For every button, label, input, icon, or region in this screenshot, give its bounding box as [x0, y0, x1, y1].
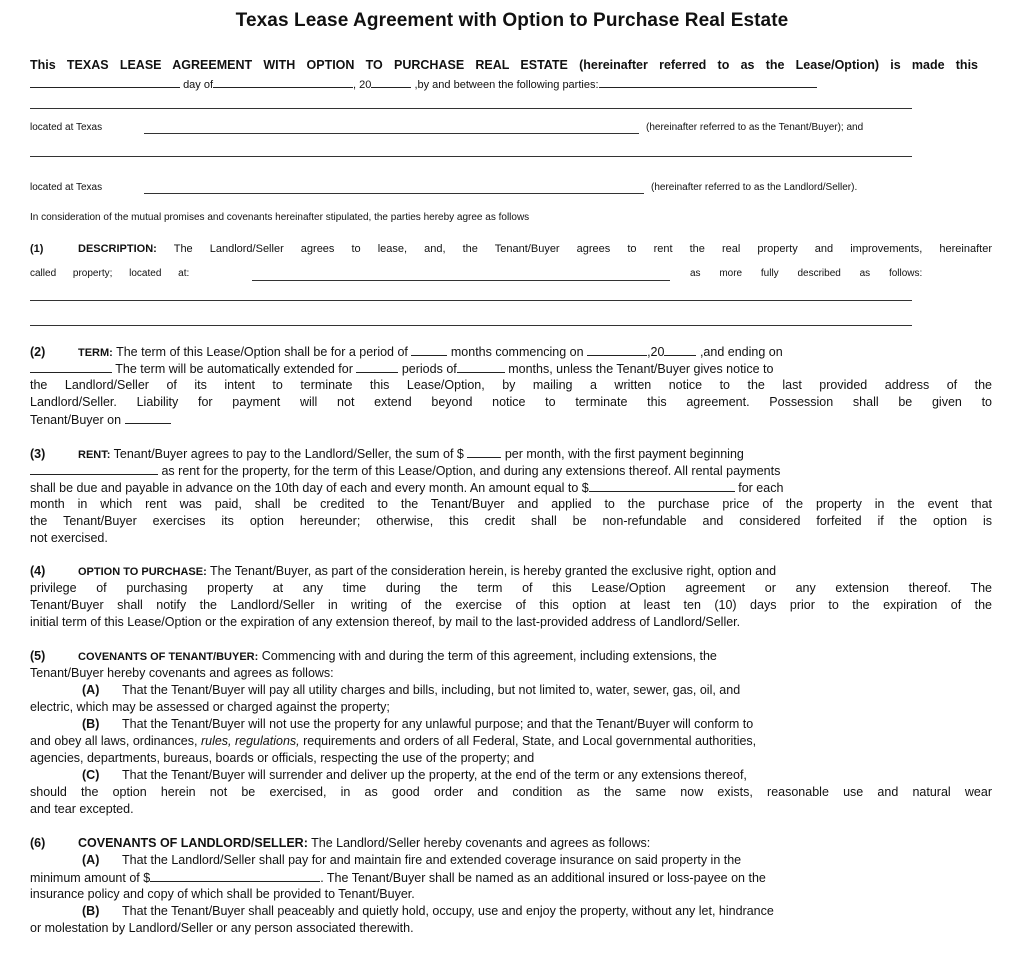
section-3-line-6: not exercised. — [30, 531, 108, 545]
property-description-line-2[interactable] — [30, 325, 912, 326]
section-5-line-2: Tenant/Buyer hereby covenants and agrees as follows: — [30, 666, 334, 680]
document-title: Texas Lease Agreement with Option to Purchase Real Estate — [235, 10, 789, 31]
landlord-location-label: located at Texas — [30, 182, 103, 193]
section-3-text-2: as rent for the property, for the term of this Lease/Option, and during any extensions thereof. All rental payments — [161, 464, 781, 478]
section-5-a-label: (A) — [82, 683, 100, 697]
intro-date-line — [30, 76, 817, 91]
section-2-line-4: Landlord/Seller. Liability for payment will not extend beyond notice to terminate this agreement. Possession shall be given to — [30, 395, 992, 409]
section-1-line-1 — [30, 243, 992, 255]
credit-amount-field[interactable] — [589, 480, 735, 492]
section-5-b-line-3: agencies, departments, bureaus, boards or officials, respecting the use of the property; and — [30, 751, 535, 765]
section-6-a-label: (A) — [82, 853, 100, 867]
section-3-line-2 — [30, 463, 780, 478]
tenant-role-text: (hereinafter referred to as the Tenant/Buyer); and — [646, 122, 864, 133]
section-3-number: (3) — [30, 447, 46, 461]
section-5-b-text-2b: rules, regulations, — [200, 734, 300, 748]
tenant-location-line — [30, 122, 102, 133]
blank-day-field[interactable] — [30, 76, 180, 88]
section-3-text-3a: shall be due and payable in advance on the 10th day of each and every month. An amount equal to $ — [30, 481, 589, 495]
term-months-field[interactable] — [411, 344, 447, 356]
intro-line — [30, 58, 978, 72]
section-5-b-text-1: That the Tenant/Buyer will not use the property for any unlawful purpose; and that the Tenant/Buyer will conform to — [122, 717, 754, 731]
tenant-location-label: located at Texas — [30, 122, 103, 133]
section-6-a-text-2a: minimum amount of $ — [30, 871, 151, 885]
section-3-text-3b: for each — [738, 481, 784, 495]
section-2-text-2a: The term will be automatically extended for — [115, 362, 353, 376]
section-5-c-line-2: should the option herein not be exercised, in as good order and condition as the same now exists, reasonable use and natural wear — [30, 785, 992, 799]
section-6-a-text-1: That the Landlord/Seller shall pay for and maintain fire and extended coverage insurance on said property in the — [122, 853, 742, 867]
section-5-heading: COVENANTS OF TENANT/BUYER: — [78, 651, 259, 663]
section-2-line-2 — [30, 361, 773, 376]
section-2-text-1a: The term of this Lease/Option shall be for a period of — [116, 345, 408, 359]
section-5-number: (5) — [30, 649, 46, 663]
landlord-address-field[interactable] — [144, 193, 644, 194]
ending-date-field[interactable] — [30, 361, 112, 373]
tenant-address-field[interactable] — [144, 133, 639, 134]
section-6-b-label: (B) — [82, 904, 100, 918]
intro-text: This TEXAS LEASE AGREEMENT WITH OPTION TO PURCHASE REAL ESTATE (hereinafter referred to as the Lease/Option) is made this — [30, 58, 978, 72]
day-of-label: day of — [183, 79, 214, 91]
section-5-line-1 — [30, 649, 717, 663]
possession-date-field[interactable] — [125, 412, 171, 424]
section-2-heading: TERM: — [78, 347, 113, 359]
section-6-text-1: The Landlord/Seller hereby covenants and agrees as follows: — [311, 836, 651, 850]
section-2-line-1 — [30, 344, 783, 359]
property-location-field[interactable] — [252, 280, 670, 281]
section-2-text-1b: months commencing on — [450, 345, 584, 359]
by-and-between-label: ,by and between the following parties: — [414, 79, 599, 91]
first-payment-date-field[interactable] — [30, 463, 158, 475]
tenant-name-line[interactable] — [30, 156, 912, 157]
section-1-described-text: as more fully described as follows: — [690, 268, 923, 279]
section-5-c-line-1 — [30, 768, 747, 782]
section-2-text-5: Tenant/Buyer on — [30, 413, 122, 427]
section-5-c-label: (C) — [82, 768, 100, 782]
extension-count-field[interactable] — [356, 361, 398, 373]
section-5-a-line-1 — [30, 683, 740, 697]
section-1-text-1: The Landlord/Seller agrees to lease, and, the Tenant/Buyer agrees to rent the real property and improvements, hereinafter — [173, 243, 993, 255]
extension-months-field[interactable] — [457, 361, 505, 373]
section-6-a-line-3: insurance policy and copy of which shall be provided to Tenant/Buyer. — [30, 887, 415, 901]
section-5-text-1: Commencing with and during the term of this agreement, including extensions, the — [261, 649, 717, 663]
blank-month-field[interactable] — [213, 76, 353, 88]
section-5-b-text-2a: and obey all laws, ordinances, — [30, 734, 198, 748]
section-4-line-4: initial term of this Lease/Option or the expiration of any extension thereof, by mail to the last-provided address of Landlord/Seller. — [30, 615, 741, 629]
rent-amount-field[interactable] — [467, 446, 501, 458]
section-4-line-1 — [30, 564, 776, 578]
section-4-text-1: The Tenant/Buyer, as part of the consideration herein, is hereby granted the exclusive right, option and — [210, 564, 777, 578]
property-description-line-1[interactable] — [30, 300, 912, 301]
section-5-b-label: (B) — [82, 717, 100, 731]
section-1-number: (1) — [30, 243, 44, 255]
section-6-b-line-1 — [30, 904, 774, 918]
section-3-text-1b: per month, with the first payment beginning — [504, 447, 744, 461]
section-6-b-text-1: That the Tenant/Buyer shall peaceably and quietly hold, occupy, use and enjoy the property, without any let, hindrance — [122, 904, 774, 918]
blank-party-field[interactable] — [599, 76, 817, 88]
landlord-role-text: (hereinafter referred to as the Landlord/Seller). — [651, 182, 858, 193]
section-2-line-3: the Landlord/Seller of its intent to terminate this Lease/Option, by mailing a written notice to the last provided address of the — [30, 378, 992, 392]
commencing-year-field[interactable] — [664, 344, 696, 356]
blank-year-field[interactable] — [371, 76, 411, 88]
section-6-number: (6) — [30, 836, 46, 850]
section-4-line-2: privilege of purchasing property at any time during the term of this Lease/Option agreement or any extension thereof. The — [30, 581, 992, 595]
section-6-a-line-2 — [30, 870, 766, 885]
year-prefix-label: , 20 — [353, 79, 372, 91]
section-6-a-line-1 — [30, 853, 741, 867]
section-4-heading: OPTION TO PURCHASE: — [78, 566, 207, 578]
section-2-number: (2) — [30, 345, 46, 359]
section-3-line-4: month in which rent was paid, shall be credited to the Tenant/Buyer and applied to the purchase price of the property in the event that — [30, 497, 992, 511]
section-5-a-text-1: That the Tenant/Buyer will pay all utility charges and bills, including, but not limited to, water, sewer, gas, oil, and — [122, 683, 741, 697]
section-4-line-3: Tenant/Buyer shall notify the Landlord/Seller in writing of the exercise of this option at least ten (10) days prior to the expiration of the — [30, 598, 992, 612]
section-6-line-1 — [30, 836, 650, 850]
section-3-heading: RENT: — [78, 449, 111, 461]
commencing-date-field[interactable] — [587, 344, 647, 356]
section-6-a-text-2b: . The Tenant/Buyer shall be named as an additional insured or loss-payee on the — [320, 871, 766, 885]
section-1-heading: DESCRIPTION: — [78, 243, 157, 255]
section-1-located-label: called property; located at: — [30, 268, 190, 279]
section-5-b-text-2c: requirements and orders of all Federal, State, and Local governmental authorities, — [303, 734, 757, 748]
section-3-line-3 — [30, 480, 783, 495]
section-5-b-line-2 — [30, 734, 756, 748]
section-6-b-line-2: or molestation by Landlord/Seller or any person associated therewith. — [30, 921, 414, 935]
party-line[interactable] — [30, 108, 912, 109]
section-2-text-2c: months, unless the Tenant/Buyer gives notice to — [508, 362, 774, 376]
section-6-heading: COVENANTS OF LANDLORD/SELLER: — [78, 836, 308, 850]
section-3-text-1a: Tenant/Buyer agrees to pay to the Landlord/Seller, the sum of $ — [113, 447, 464, 461]
consideration-text: In consideration of the mutual promises and covenants hereinafter stipulated, the parties hereby agree as follows — [30, 212, 530, 223]
section-2-text-1c: ,20 — [647, 345, 665, 359]
section-5-c-line-3: and tear excepted. — [30, 802, 134, 816]
section-2-line-5 — [30, 412, 171, 427]
section-3-line-1 — [30, 446, 744, 461]
section-2-text-1d: ,and ending on — [699, 345, 783, 359]
section-4-number: (4) — [30, 564, 46, 578]
section-5-c-text-1: That the Tenant/Buyer will surrender and deliver up the property, at the end of the term or any extensions thereof, — [122, 768, 747, 782]
section-2-text-2b: periods of — [401, 362, 457, 376]
section-5-a-line-2: electric, which may be assessed or charged against the property; — [30, 700, 390, 714]
section-5-b-line-1 — [30, 717, 753, 731]
insurance-amount-field[interactable] — [150, 870, 320, 882]
section-3-line-5: the Tenant/Buyer exercises its option hereunder; otherwise, this credit shall be non-refundable and considered forfeited if the option is — [30, 514, 992, 528]
